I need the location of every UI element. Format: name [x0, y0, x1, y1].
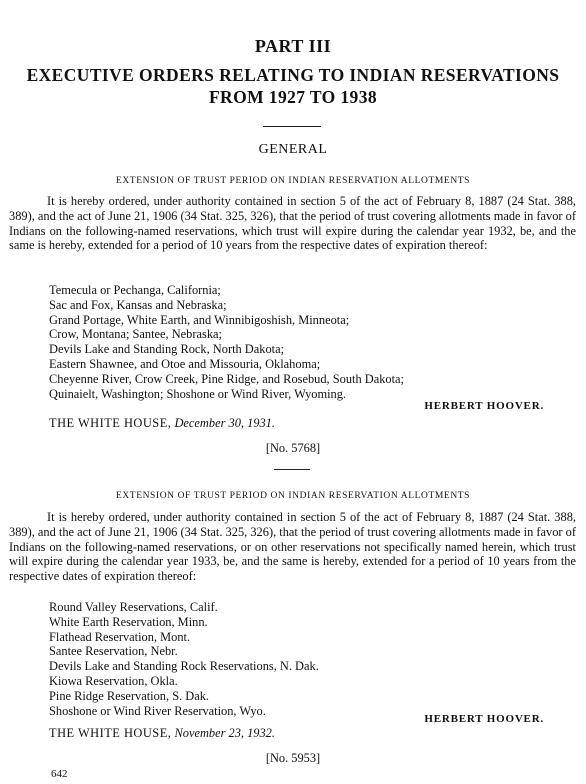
title-line-1: EXECUTIVE ORDERS RELATING TO INDIAN RESERVATIONS — [26, 65, 560, 85]
section-heading: GENERAL — [258, 142, 328, 157]
title-line-2: FROM 1927 TO 1938 — [208, 87, 378, 107]
divider-rule — [263, 126, 321, 127]
list-item: Cheyenne River, Crow Creek, Pine Ridge, and Rosebud, South Dakota; — [49, 371, 404, 386]
order-1-body — [9, 194, 576, 253]
list-item: Sac and Fox, Kansas and Nebraska; — [49, 297, 227, 312]
divider-rule — [274, 469, 310, 470]
order-1-date: December 30, 1931. — [174, 416, 275, 430]
order-2-body — [9, 510, 576, 584]
order-2-place-date — [49, 726, 275, 741]
order-1-signature: HERBERT HOOVER. — [424, 400, 544, 412]
order-1-heading: EXTENSION OF TRUST PERIOD ON INDIAN RESERVATION ALLOTMENTS — [115, 176, 471, 186]
order-2-place: THE WHITE HOUSE, — [49, 726, 172, 740]
list-item: Quinaielt, Washington; Shoshone or Wind River, Wyoming. — [49, 386, 347, 401]
list-item: Santee Reservation, Nebr. — [49, 644, 178, 659]
order-1-reservation-list — [49, 283, 579, 401]
order-1-number: [No. 5768] — [265, 441, 321, 455]
list-item: Pine Ridge Reservation, S. Dak. — [49, 688, 210, 703]
order-2-body-text: It is hereby ordered, under authority contained in section 5 of the act of February 8, 1887 (24 Stat. 388, 389), and the act of June 21, 1906 (34 Stat. 325, 326), that the period of trust covering allotments made in favor of Indians on the following-named reservations, or on other reservations not specifically named herein, which trust will expire during the calendar year 1933, be, and the same is hereby, extended for a period of 10 years from the respective dates of expiration thereof: — [9, 510, 576, 584]
order-1-body-text: It is hereby ordered, under authority contained in section 5 of the act of February 8, 1887 (24 Stat. 388, 389), and the act of June 21, 1906 (34 Stat. 325, 326), that the period of trust covering allotments made in favor of Indians on the following-named reservations, which trust will expire during the calendar year 1932, be, and the same is hereby, extended for a period of 10 years from the respective dates of expiration thereof: — [9, 194, 576, 253]
list-item: Devils Lake and Standing Rock, North Dakota; — [49, 342, 285, 357]
order-1-place-date — [49, 416, 275, 431]
order-2-date: November 23, 1932. — [174, 726, 275, 740]
order-2-reservation-list — [49, 600, 579, 718]
order-2-signature: HERBERT HOOVER. — [424, 713, 544, 725]
list-item: Round Valley Reservations, Calif. — [49, 600, 218, 614]
order-1-place: THE WHITE HOUSE, — [49, 416, 172, 430]
list-item: White Earth Reservation, Minn. — [49, 614, 208, 629]
part-heading: PART III — [254, 36, 332, 56]
list-item: Kiowa Reservation, Okla. — [49, 673, 178, 688]
order-2-heading: EXTENSION OF TRUST PERIOD ON INDIAN RESERVATION ALLOTMENTS — [115, 491, 471, 501]
list-item: Eastern Shawnee, and Otoe and Missouria, Oklahoma; — [49, 356, 321, 371]
list-item: Flathead Reservation, Mont. — [49, 629, 191, 644]
main-title — [0, 64, 586, 108]
list-item: Devils Lake and Standing Rock Reservations, N. Dak. — [49, 659, 319, 674]
list-item: Temecula or Pechanga, California; — [49, 283, 221, 297]
list-item: Grand Portage, White Earth, and Winnibigoshish, Minneota; — [49, 312, 350, 327]
order-2-number: [No. 5953] — [265, 751, 321, 765]
page-number: 642 — [51, 768, 68, 780]
list-item: Shoshone or Wind River Reservation, Wyo. — [49, 703, 266, 718]
list-item: Crow, Montana; Santee, Nebraska; — [49, 327, 222, 342]
